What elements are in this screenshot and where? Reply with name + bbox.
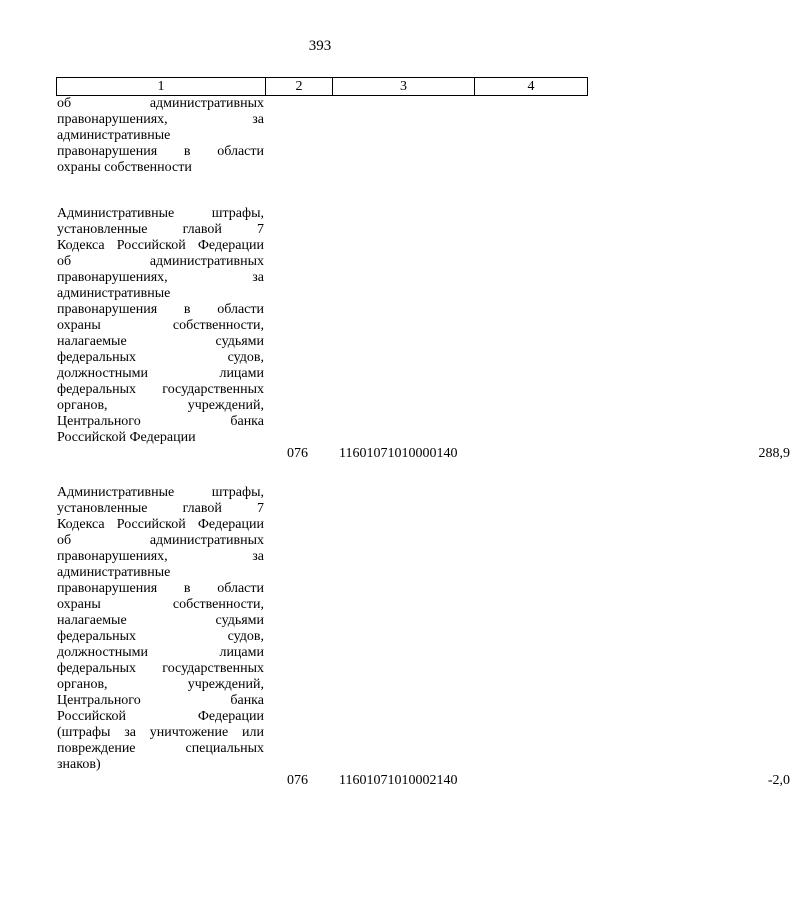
budget-classification-code: 11601071010002140 xyxy=(339,773,458,788)
description-line: органов, учреждений, xyxy=(57,398,264,413)
description-line: правонарушения в области xyxy=(57,144,264,159)
description-line: должностными лицами xyxy=(57,366,264,381)
column-header-table xyxy=(56,77,588,96)
description-line: федеральных судов, xyxy=(57,629,264,644)
description-line: повреждение специальных xyxy=(57,741,264,756)
description-line: Центрального банка xyxy=(57,693,264,708)
description-line: правонарушения в области xyxy=(57,581,264,596)
description-line: об административных xyxy=(57,96,264,111)
column-header-4: 4 xyxy=(475,78,588,96)
description-line: охраны собственности, xyxy=(57,318,264,333)
description-line: Кодекса Российской Федерации xyxy=(57,517,264,532)
description-line: об административных xyxy=(57,533,264,548)
column-header-2: 2 xyxy=(266,78,333,96)
description-line: Административные штрафы, xyxy=(57,206,264,221)
row-description xyxy=(57,485,264,773)
description-line: Российской Федерации xyxy=(57,430,196,445)
description-line: (штрафы за уничтожение или xyxy=(57,725,264,740)
amount-value: 288,9 xyxy=(758,446,790,461)
row-description xyxy=(57,96,264,176)
description-line: знаков) xyxy=(57,757,101,772)
description-line: Кодекса Российской Федерации xyxy=(57,238,264,253)
column-header-3: 3 xyxy=(333,78,475,96)
description-line: правонарушениях, за xyxy=(57,549,264,564)
description-line: налагаемые судьями xyxy=(57,613,264,628)
description-line: охраны собственности xyxy=(57,160,192,175)
table-row xyxy=(57,485,790,788)
administrator-code: 076 xyxy=(287,773,308,788)
description-line: федеральных судов, xyxy=(57,350,264,365)
table-row xyxy=(57,96,264,176)
column-header-1: 1 xyxy=(57,78,266,96)
description-line: установленные главой 7 xyxy=(57,222,264,237)
description-line: правонарушения в области xyxy=(57,302,264,317)
row-description xyxy=(57,206,264,446)
description-line: Административные штрафы, xyxy=(57,485,264,500)
description-line: об административных xyxy=(57,254,264,269)
description-line: административные xyxy=(57,128,171,143)
administrator-code: 076 xyxy=(287,446,308,461)
description-line: Центрального банка xyxy=(57,414,264,429)
description-line: установленные главой 7 xyxy=(57,501,264,516)
amount-value: -2,0 xyxy=(767,773,790,788)
page-number: 393 xyxy=(308,38,332,54)
description-line: налагаемые судьями xyxy=(57,334,264,349)
description-line: правонарушениях, за xyxy=(57,112,264,127)
description-line: Российской Федерации xyxy=(57,709,264,724)
table-row xyxy=(57,206,790,461)
description-line: охраны собственности, xyxy=(57,597,264,612)
description-line: правонарушениях, за xyxy=(57,270,264,285)
description-line: административные xyxy=(57,286,171,301)
budget-classification-code: 11601071010000140 xyxy=(339,446,458,461)
description-line: административные xyxy=(57,565,171,580)
description-line: должностными лицами xyxy=(57,645,264,660)
description-line: органов, учреждений, xyxy=(57,677,264,692)
description-line: федеральных государственных xyxy=(57,382,264,397)
description-line: федеральных государственных xyxy=(57,661,264,676)
